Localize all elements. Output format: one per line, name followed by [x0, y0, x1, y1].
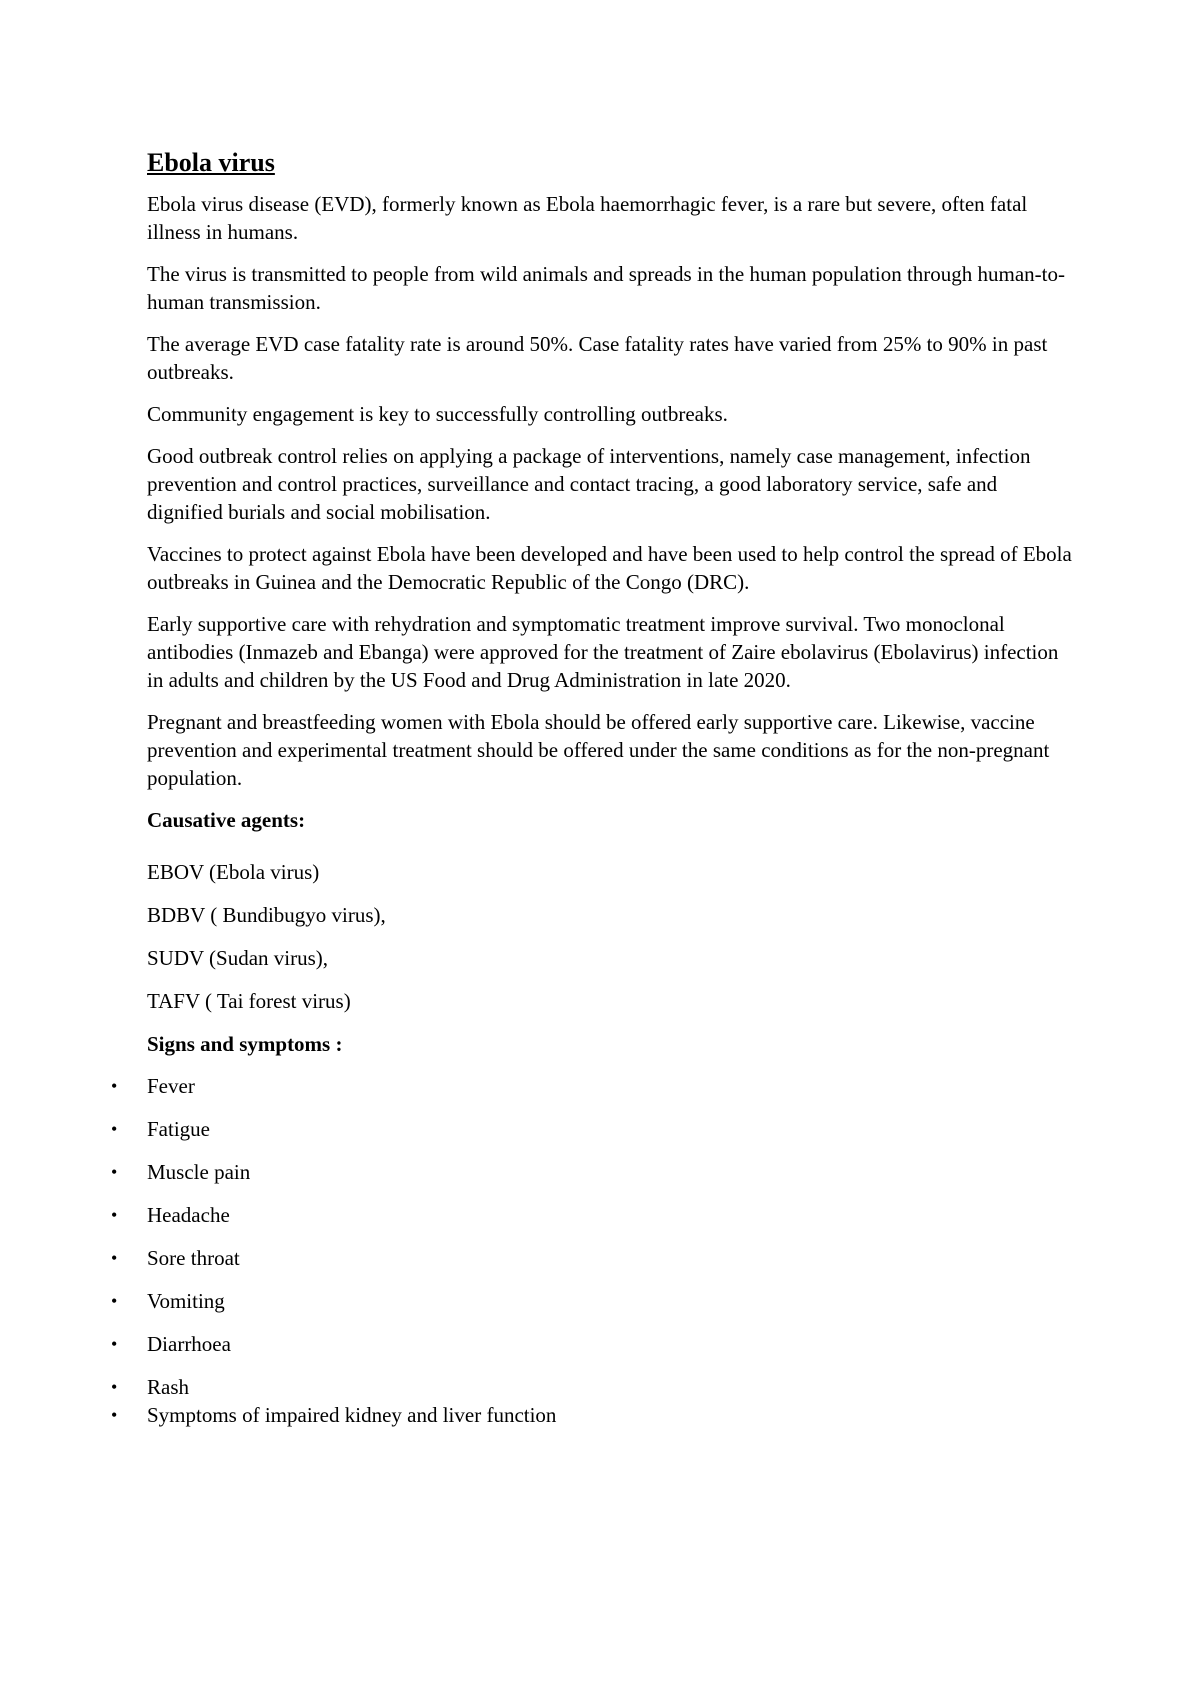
list-item — [111, 1287, 1077, 1315]
bullet-icon: • — [111, 1248, 118, 1268]
bullet-icon: • — [111, 1377, 118, 1397]
symptom-label: Sore throat — [147, 1246, 240, 1270]
paragraph-transmission: The virus is transmitted to people from wild animals and spreads in the human population through human-to-human transmission. — [147, 262, 1065, 314]
paragraph-fatality-rate: The average EVD case fatality rate is around 50%. Case fatality rates have varied from 25% to 90% in past outbreaks. — [147, 332, 1048, 384]
bullet-icon: • — [111, 1205, 118, 1225]
causative-agent-ebov: EBOV (Ebola virus) — [147, 860, 320, 884]
bullet-icon: • — [111, 1076, 118, 1096]
bullet-icon: • — [111, 1162, 118, 1182]
causative-agent-bdbv: BDBV ( Bundibugyo virus), — [147, 903, 386, 927]
list-item — [111, 1115, 1077, 1143]
document-body — [111, 148, 1077, 1429]
bullet-icon: • — [111, 1405, 118, 1425]
symptom-label: Headache — [147, 1203, 230, 1227]
symptom-label: Vomiting — [147, 1289, 225, 1313]
bullet-icon: • — [111, 1291, 118, 1311]
paragraph-pregnancy: Pregnant and breastfeeding women with Ebola should be offered early supportive care. Likewise, vaccine prevention and experimental treatment should be offered under the same conditions as for the non-pregnant population. — [147, 710, 1050, 790]
causative-agent-sudv: SUDV (Sudan virus), — [147, 946, 329, 970]
document-title: Ebola virus — [147, 148, 275, 177]
paragraph-community: Community engagement is key to successfully controlling outbreaks. — [147, 402, 728, 426]
causative-agents-heading: Causative agents: — [147, 808, 306, 832]
paragraph-vaccines: Vaccines to protect against Ebola have been developed and have been used to help control the spread of Ebola outbreaks in Guinea and the Democratic Republic of the Congo (DRC). — [147, 542, 1072, 594]
symptom-label: Fever — [147, 1074, 195, 1098]
list-item — [111, 1072, 1077, 1100]
list-item — [111, 1244, 1077, 1272]
list-item — [111, 1330, 1077, 1358]
symptom-label: Muscle pain — [147, 1160, 251, 1184]
paragraph-treatment: Early supportive care with rehydration and symptomatic treatment improve survival. Two monoclonal antibodies (Inmazeb and Ebanga) were approved for the treatment of Zaire ebolavirus (Ebolavirus) infection in adults and children by the US Food and Drug Administration in late 2020. — [147, 612, 1059, 692]
list-item — [111, 1201, 1077, 1229]
list-item — [111, 1401, 1077, 1429]
list-item — [111, 1158, 1077, 1186]
bullet-icon: • — [111, 1119, 118, 1139]
causative-agent-tafv: TAFV ( Tai forest virus) — [147, 989, 351, 1013]
symptom-label: Fatigue — [147, 1117, 210, 1141]
symptoms-list — [111, 1072, 1077, 1429]
paragraph-outbreak-control: Good outbreak control relies on applying a package of interventions, namely case management, infection prevention and control practices, surveillance and contact tracing, a good laboratory service, safe and dignified burials and social mobilisation. — [147, 444, 1031, 524]
symptom-label: Rash — [147, 1375, 189, 1399]
symptom-label: Diarrhoea — [147, 1332, 231, 1356]
symptoms-heading: Signs and symptoms : — [147, 1032, 343, 1056]
bullet-icon: • — [111, 1334, 118, 1354]
list-item — [111, 1373, 1077, 1401]
symptom-label: Symptoms of impaired kidney and liver function — [147, 1403, 557, 1427]
paragraph-overview: Ebola virus disease (EVD), formerly known as Ebola haemorrhagic fever, is a rare but severe, often fatal illness in humans. — [147, 192, 1028, 244]
